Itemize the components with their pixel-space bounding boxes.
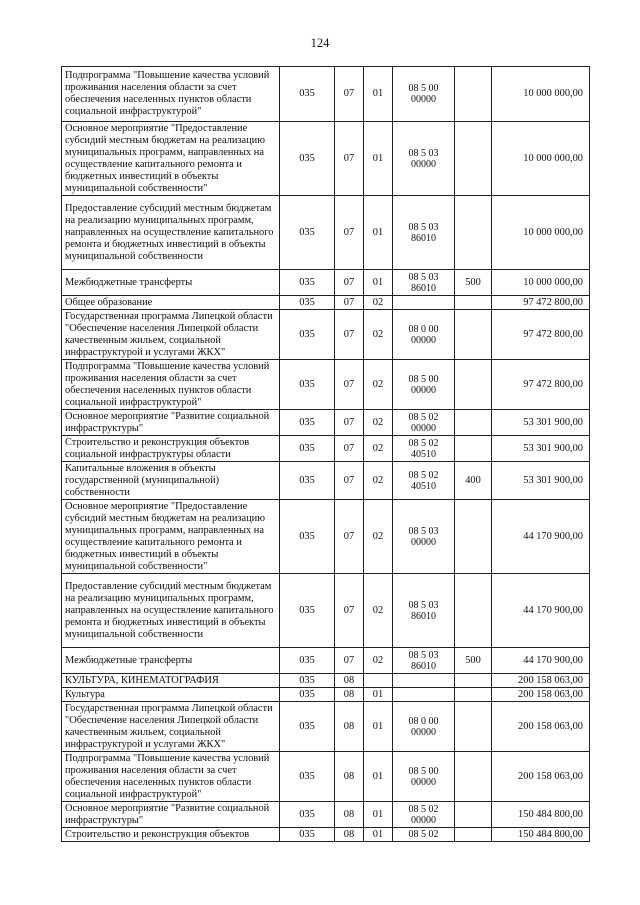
row-section: 07 — [335, 196, 364, 270]
row-subsection: 01 — [364, 802, 393, 828]
row-name: Межбюджетные трансферты — [62, 270, 280, 296]
table-row — [62, 674, 590, 688]
row-target-article: 08 5 00 00000 — [393, 360, 455, 410]
row-target-article: 08 5 03 00000 — [393, 500, 455, 574]
row-amount: 44 170 900,00 — [492, 648, 590, 674]
row-target-article: 08 5 02 00000 — [393, 410, 455, 436]
row-expense-type — [455, 360, 492, 410]
row-name: Государственная программа Липецкой области "Обеспечение населения Липецкой области качественным жильем, социальной инфраструктурой и услугами ЖКХ" — [62, 702, 280, 752]
table-row — [62, 410, 590, 436]
row-ved-code: 035 — [280, 702, 335, 752]
row-expense-type — [455, 122, 492, 196]
row-expense-type — [455, 310, 492, 360]
row-expense-type — [455, 702, 492, 752]
row-section: 07 — [335, 270, 364, 296]
row-amount: 150 484 800,00 — [492, 828, 590, 842]
row-name: Основное мероприятие "Предоставление субсидий местным бюджетам на реализацию муниципальных программ, направленных на осуществление капитального ремонта и бюджетных инвестиций в объекты муниципальной собственности" — [62, 122, 280, 196]
row-expense-type — [455, 436, 492, 462]
row-section: 07 — [335, 436, 364, 462]
row-name: Государственная программа Липецкой области "Обеспечение населения Липецкой области качественным жильем, социальной инфраструктурой и услугами ЖКХ" — [62, 310, 280, 360]
table-row — [62, 436, 590, 462]
row-amount: 53 301 900,00 — [492, 410, 590, 436]
row-ved-code: 035 — [280, 122, 335, 196]
row-section: 08 — [335, 674, 364, 688]
row-ved-code: 035 — [280, 828, 335, 842]
row-amount: 97 472 800,00 — [492, 360, 590, 410]
table-row — [62, 122, 590, 196]
row-section: 07 — [335, 500, 364, 574]
row-target-article — [393, 674, 455, 688]
row-amount: 97 472 800,00 — [492, 310, 590, 360]
row-name: Культура — [62, 688, 280, 702]
row-ved-code: 035 — [280, 688, 335, 702]
row-section: 08 — [335, 688, 364, 702]
row-amount: 97 472 800,00 — [492, 296, 590, 310]
row-target-article: 08 5 03 86010 — [393, 270, 455, 296]
row-name: Основное мероприятие "Развитие социальной инфраструктуры" — [62, 802, 280, 828]
row-name: Строительство и реконструкция объектов — [62, 828, 280, 842]
page-number: 124 — [310, 36, 330, 50]
row-target-article: 08 5 03 86010 — [393, 574, 455, 648]
row-subsection: 02 — [364, 310, 393, 360]
row-ved-code: 035 — [280, 802, 335, 828]
table-row — [62, 310, 590, 360]
row-subsection: 01 — [364, 688, 393, 702]
row-name: Подпрограмма "Повышение качества условий проживания населения области за счет обеспечения населенных пунктов области социальной инфраструктурой" — [62, 360, 280, 410]
row-target-article: 08 5 03 86010 — [393, 196, 455, 270]
row-subsection: 01 — [364, 702, 393, 752]
row-name: Предоставление субсидий местным бюджетам на реализацию муниципальных программ, направленных на осуществление капитального ремонта и бюджетных инвестиций в объекты муниципальной собственности — [62, 196, 280, 270]
row-target-article — [393, 688, 455, 702]
row-amount: 10 000 000,00 — [492, 270, 590, 296]
row-amount: 10 000 000,00 — [492, 196, 590, 270]
row-name: Основное мероприятие "Предоставление субсидий местным бюджетам на реализацию муниципальных программ, направленных на осуществление капитального ремонта и бюджетных инвестиций в объекты муниципальной собственности" — [62, 500, 280, 574]
row-name: Общее образование — [62, 296, 280, 310]
row-expense-type: 400 — [455, 462, 492, 500]
table-row — [62, 67, 590, 122]
row-section: 07 — [335, 462, 364, 500]
row-expense-type — [455, 296, 492, 310]
row-ved-code: 035 — [280, 410, 335, 436]
row-subsection: 02 — [364, 462, 393, 500]
row-section: 07 — [335, 574, 364, 648]
row-ved-code: 035 — [280, 648, 335, 674]
row-name: Предоставление субсидий местным бюджетам на реализацию муниципальных программ, направленных на осуществление капитального ремонта и бюджетных инвестиций в объекты муниципальной собственности — [62, 574, 280, 648]
row-expense-type — [455, 752, 492, 802]
row-ved-code: 035 — [280, 462, 335, 500]
table-row — [62, 688, 590, 702]
row-ved-code: 035 — [280, 270, 335, 296]
row-section: 08 — [335, 828, 364, 842]
row-ved-code: 035 — [280, 360, 335, 410]
row-expense-type: 500 — [455, 270, 492, 296]
row-section: 08 — [335, 752, 364, 802]
row-amount: 200 158 063,00 — [492, 674, 590, 688]
row-ved-code: 035 — [280, 752, 335, 802]
budget-table — [61, 66, 590, 842]
table-row — [62, 702, 590, 752]
row-expense-type — [455, 196, 492, 270]
row-name: Строительство и реконструкция объектов социальной инфраструктуры области — [62, 436, 280, 462]
row-section: 07 — [335, 122, 364, 196]
row-name: Подпрограмма "Повышение качества условий проживания населения области за счет обеспечения населенных пунктов области социальной инфраструктурой" — [62, 67, 280, 122]
row-subsection: 02 — [364, 648, 393, 674]
row-name: Основное мероприятие "Развитие социальной инфраструктуры" — [62, 410, 280, 436]
row-ved-code: 035 — [280, 500, 335, 574]
row-amount: 53 301 900,00 — [492, 436, 590, 462]
row-subsection: 02 — [364, 500, 393, 574]
row-target-article: 08 5 02 — [393, 828, 455, 842]
row-subsection: 01 — [364, 752, 393, 802]
row-ved-code: 035 — [280, 574, 335, 648]
row-subsection: 01 — [364, 67, 393, 122]
row-ved-code: 035 — [280, 436, 335, 462]
row-subsection: 02 — [364, 436, 393, 462]
row-ved-code: 035 — [280, 296, 335, 310]
row-amount: 200 158 063,00 — [492, 688, 590, 702]
row-section: 08 — [335, 802, 364, 828]
row-name: Межбюджетные трансферты — [62, 648, 280, 674]
row-subsection: 01 — [364, 828, 393, 842]
row-amount: 10 000 000,00 — [492, 67, 590, 122]
row-target-article: 08 5 00 00000 — [393, 67, 455, 122]
row-target-article — [393, 296, 455, 310]
row-expense-type — [455, 802, 492, 828]
row-ved-code: 035 — [280, 196, 335, 270]
row-subsection: 02 — [364, 574, 393, 648]
row-expense-type — [455, 410, 492, 436]
row-section: 07 — [335, 67, 364, 122]
row-amount: 150 484 800,00 — [492, 802, 590, 828]
row-expense-type — [455, 67, 492, 122]
row-amount: 44 170 900,00 — [492, 574, 590, 648]
row-section: 08 — [335, 702, 364, 752]
table-row — [62, 196, 590, 270]
row-amount: 200 158 063,00 — [492, 752, 590, 802]
row-subsection: 02 — [364, 410, 393, 436]
row-ved-code: 035 — [280, 674, 335, 688]
row-subsection: 01 — [364, 270, 393, 296]
row-target-article: 08 5 03 86010 — [393, 648, 455, 674]
row-target-article: 08 5 03 00000 — [393, 122, 455, 196]
row-subsection: 02 — [364, 360, 393, 410]
row-name: КУЛЬТУРА, КИНЕМАТОГРАФИЯ — [62, 674, 280, 688]
table-row — [62, 462, 590, 500]
row-section: 07 — [335, 648, 364, 674]
row-target-article: 08 5 00 00000 — [393, 752, 455, 802]
row-name: Капитальные вложения в объекты государственной (муниципальной) собственности — [62, 462, 280, 500]
table-row — [62, 500, 590, 574]
row-subsection: 02 — [364, 296, 393, 310]
row-amount: 53 301 900,00 — [492, 462, 590, 500]
table-row — [62, 574, 590, 648]
row-expense-type — [455, 828, 492, 842]
table-row — [62, 270, 590, 296]
row-expense-type — [455, 500, 492, 574]
row-ved-code: 035 — [280, 67, 335, 122]
table-row — [62, 296, 590, 310]
table-row — [62, 802, 590, 828]
row-expense-type: 500 — [455, 648, 492, 674]
row-name: Подпрограмма "Повышение качества условий проживания населения области за счет обеспечения населенных пунктов области социальной инфраструктурой" — [62, 752, 280, 802]
row-target-article: 08 5 02 40510 — [393, 462, 455, 500]
row-section: 07 — [335, 310, 364, 360]
table-row — [62, 828, 590, 842]
table-row — [62, 360, 590, 410]
row-section: 07 — [335, 410, 364, 436]
row-subsection: 01 — [364, 196, 393, 270]
row-target-article: 08 0 00 00000 — [393, 702, 455, 752]
row-target-article: 08 0 00 00000 — [393, 310, 455, 360]
row-expense-type — [455, 574, 492, 648]
row-section: 07 — [335, 296, 364, 310]
row-ved-code: 035 — [280, 310, 335, 360]
row-expense-type — [455, 688, 492, 702]
row-subsection: 01 — [364, 122, 393, 196]
row-section: 07 — [335, 360, 364, 410]
row-amount: 200 158 063,00 — [492, 702, 590, 752]
row-target-article: 08 5 02 40510 — [393, 436, 455, 462]
table-row — [62, 752, 590, 802]
row-target-article: 08 5 02 00000 — [393, 802, 455, 828]
row-subsection — [364, 674, 393, 688]
row-amount: 44 170 900,00 — [492, 500, 590, 574]
row-expense-type — [455, 674, 492, 688]
table-row — [62, 648, 590, 674]
row-amount: 10 000 000,00 — [492, 122, 590, 196]
